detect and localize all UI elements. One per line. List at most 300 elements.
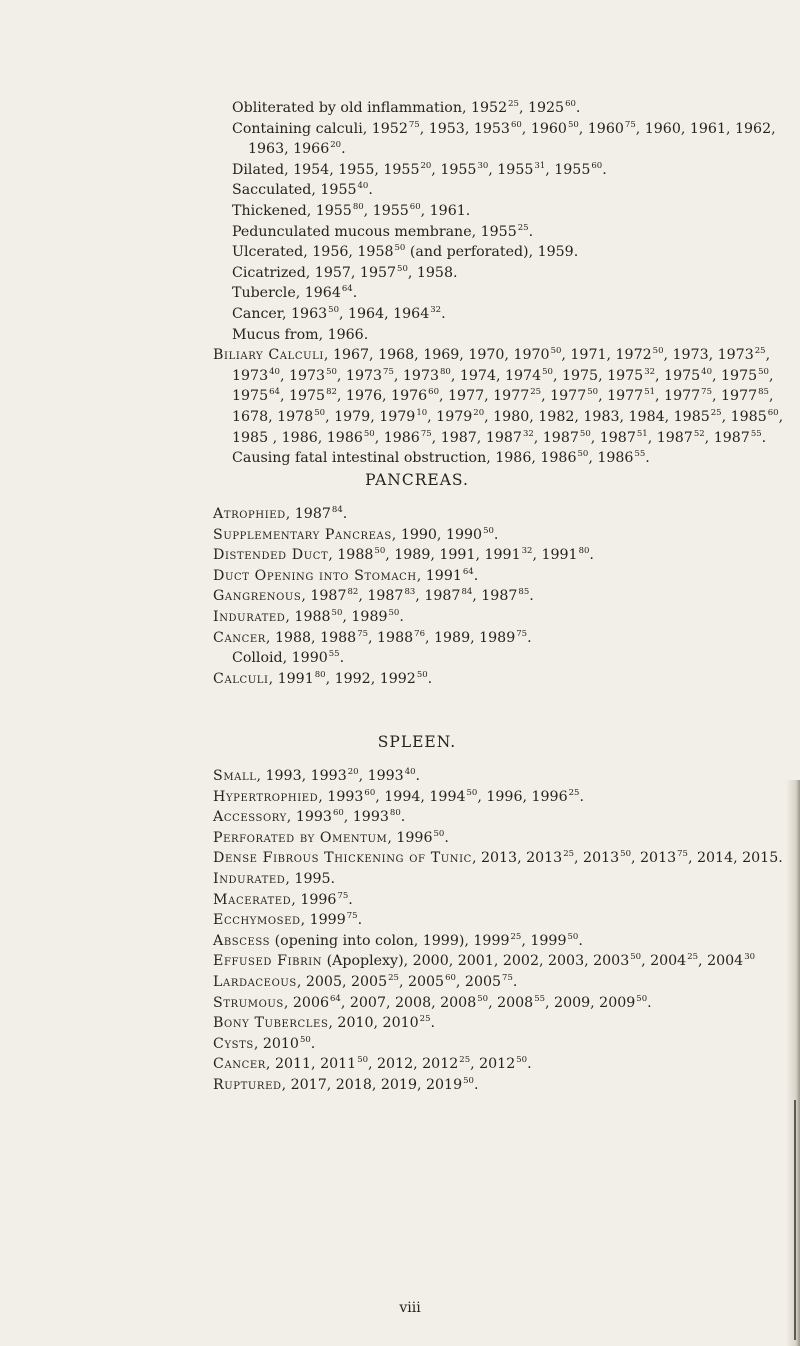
index-entry-line [0, 931, 800, 952]
entry-text: Cancer, 1963 [232, 305, 328, 322]
entry-text: (Apoplexy), 2000, 2001, 2002, 2003, 2003 [322, 953, 630, 970]
entry-text: , 2004 [698, 953, 744, 970]
index-entry-line [0, 160, 800, 181]
entry-text: , 2010 [253, 1035, 299, 1052]
entry-text: , 1996 [291, 891, 337, 908]
entry-text: , 1991 [416, 567, 462, 584]
superscript-reference: 31 [534, 160, 546, 171]
superscript-reference: 50 [394, 243, 406, 254]
superscript-reference: 32 [522, 428, 534, 439]
entry-text: . [357, 912, 363, 929]
entry-text: , 2013 [631, 850, 677, 867]
entry-text: , 1990, 1990 [391, 526, 483, 543]
entry-text: , [768, 367, 774, 384]
entry-text: 1973 [232, 367, 269, 384]
superscript-reference: 50 [433, 828, 445, 839]
entry-heading: Indurated [213, 608, 286, 625]
entry-text: Causing fatal intestinal obstruction, 1986, 1986 [232, 450, 577, 467]
index-entry-line [0, 180, 800, 201]
entry-text: , 1987 [472, 588, 518, 605]
spleen-list [0, 766, 800, 1096]
superscript-reference: 50 [550, 346, 562, 357]
entry-text: , 2017, 2018, 2019, 2019 [281, 1076, 463, 1093]
superscript-reference: 20 [420, 160, 432, 171]
entry-text: , 1977 [712, 388, 758, 405]
superscript-reference: 50 [326, 366, 337, 377]
entry-text: , 1977 [541, 388, 587, 405]
entry-text: . [400, 809, 406, 826]
superscript-reference: 20 [330, 140, 342, 151]
entry-text: , 1975 [279, 388, 326, 405]
index-entry-line [0, 1013, 800, 1034]
spleen-section [0, 732, 800, 753]
entry-text: Pedunculated mucous membrane, 1955 [232, 223, 517, 240]
entry-text: , 1985 [721, 408, 767, 425]
entry-heading: Bony Tubercles [213, 1015, 329, 1032]
entry-text: . [444, 829, 449, 846]
entry-heading: Accessory [213, 809, 287, 826]
index-entry-line [0, 325, 800, 346]
entry-text: . [589, 547, 594, 564]
entry-text: , 1993, 1993 [256, 768, 347, 784]
entry-text: , 1973 [336, 367, 383, 384]
entry-heading: Hypertrophied [213, 788, 319, 805]
entry-text: . [339, 650, 345, 667]
entry-text: , 1977 [655, 388, 701, 405]
entry-text: , 2008 [488, 994, 534, 1011]
superscript-reference: 60 [565, 99, 576, 109]
index-entry-line [0, 525, 800, 546]
index-entry-line [0, 345, 800, 366]
superscript-reference: 60 [332, 808, 344, 819]
entry-heading: Macerated [213, 891, 292, 908]
entry-text: , 2013, 2013 [471, 850, 563, 867]
entry-text: , 1987 [358, 588, 404, 605]
entry-text: 1985 , 1986, 1986 [232, 429, 363, 446]
superscript-reference: 50 [577, 449, 589, 460]
index-entry-line [0, 119, 800, 140]
entry-text: , 1960 [521, 120, 567, 137]
entry-heading: Indurated [213, 870, 286, 887]
entry-text: , 1993 [286, 809, 332, 826]
entry-heading: Ecchymosed [213, 912, 301, 929]
superscript-reference: 25 [419, 1014, 431, 1025]
entry-text: , 1967, 1968, 1969, 1970, 1970 [323, 347, 550, 364]
entry-text: , [768, 388, 774, 405]
entry-text: . [529, 588, 534, 605]
entry-text: . [493, 526, 499, 543]
entry-text: , 2004 [641, 953, 687, 970]
index-entry-line [0, 201, 800, 222]
superscript-reference: 25 [710, 407, 722, 418]
entry-text: , 1979 [427, 408, 473, 425]
entry-text: , 1987 [704, 429, 750, 446]
index-entry-line [0, 504, 800, 525]
entry-text: . [647, 994, 652, 1011]
entry-text: . [415, 768, 421, 784]
entry-text: , 1999 [521, 932, 567, 949]
entry-text: . [512, 973, 518, 990]
superscript-reference: 64 [462, 566, 474, 577]
superscript-reference: 50 [363, 428, 375, 439]
superscript-reference: 60 [591, 160, 603, 171]
entry-text: , 1955 [545, 161, 591, 178]
superscript-reference: 25 [508, 99, 519, 109]
superscript-reference: 50 [516, 1055, 528, 1066]
entry-text: , 1976, 1976 [336, 388, 428, 405]
superscript-reference: 50 [630, 952, 642, 963]
entry-text: , [765, 347, 771, 364]
superscript-reference: 50 [416, 669, 428, 680]
entry-text: Colloid, 1990 [232, 650, 328, 667]
entry-text: , 1925 [518, 100, 565, 116]
superscript-reference: 25 [459, 1055, 471, 1066]
entry-text: , 1989, 1989 [424, 629, 516, 646]
entry-text: , 1975, 1975 [552, 367, 644, 384]
entry-text: , 2006 [283, 994, 330, 1011]
entry-text: 1678, 1978 [232, 408, 314, 425]
entry-text: . [579, 788, 584, 805]
entry-text: , 1986 [374, 429, 420, 446]
entry-text: , 1989 [342, 608, 388, 625]
entry-text: , 1991 [532, 547, 578, 564]
index-entry-line [0, 98, 800, 119]
index-entry-line [0, 1054, 800, 1075]
page-edge-shadow [786, 780, 800, 1346]
superscript-reference: 55 [534, 993, 546, 1004]
entry-heading: Strumous [213, 994, 284, 1011]
superscript-reference: 32 [521, 546, 533, 557]
index-entry-line [0, 139, 800, 160]
entry-text: . [473, 567, 479, 584]
superscript-reference: 40 [269, 366, 280, 377]
entry-text: , 1992, 1992 [325, 670, 416, 687]
entry-text: Ulcerated, 1956, 1958 [232, 244, 394, 261]
superscript-reference: 75 [420, 428, 432, 439]
superscript-reference: 64 [341, 284, 353, 295]
superscript-reference: 50 [567, 119, 579, 130]
entry-text: . [310, 1035, 316, 1052]
index-entry-line [0, 283, 800, 304]
superscript-reference: 50 [636, 993, 648, 1004]
index-entry-line [0, 366, 800, 387]
entry-text: , 1996, 1996 [477, 788, 568, 805]
entry-heading: Calculi [213, 670, 269, 687]
entry-text: , 1960, 1961, 1962, [635, 120, 776, 137]
superscript-reference: 50 [331, 607, 343, 618]
entry-text: , 1988 [285, 608, 331, 625]
entry-text: . [399, 608, 404, 625]
entry-text: , 1973 [279, 367, 326, 384]
pancreas-list [0, 504, 800, 689]
entry-text: , 1987 [647, 429, 693, 446]
entry-text: , 2013 [574, 850, 620, 867]
entry-heading: Ruptured [213, 1076, 282, 1093]
entry-heading: Gangrenous [213, 588, 302, 605]
superscript-reference: 75 [502, 972, 513, 983]
superscript-reference: 60 [445, 972, 456, 983]
superscript-reference: 50 [758, 366, 769, 377]
entry-text: 1975 [232, 388, 269, 405]
entry-heading: Cysts [213, 1035, 254, 1052]
superscript-reference: 84 [461, 587, 473, 598]
superscript-reference: 80 [314, 669, 326, 680]
superscript-reference: 75 [357, 628, 369, 639]
entry-text: , 1975 [655, 367, 701, 384]
superscript-reference: 75 [383, 366, 394, 377]
superscript-reference: 50 [587, 387, 599, 398]
superscript-reference: 80 [440, 366, 451, 377]
index-entry-line [0, 242, 800, 263]
superscript-reference: 50 [463, 1075, 474, 1086]
superscript-reference: 80 [389, 808, 401, 819]
superscript-reference: 50 [542, 366, 553, 377]
entry-text: , 1987 [301, 588, 347, 605]
entry-text: , 2005, 2005 [296, 973, 388, 990]
entry-text: , 1958. [407, 264, 458, 281]
entry-text: . [527, 629, 532, 646]
superscript-reference: 60 [364, 787, 376, 798]
superscript-reference: 50 [357, 1055, 369, 1066]
superscript-reference: 50 [620, 849, 631, 860]
index-entry-line [0, 848, 800, 869]
entry-text: . [575, 100, 581, 116]
entry-heading: Supplementary Pancreas [213, 526, 392, 543]
entry-text: . [348, 891, 353, 908]
entry-text: , 1987, 1987 [431, 429, 522, 446]
superscript-reference: 51 [644, 387, 656, 398]
index-entry-line [0, 972, 800, 993]
index-entry-line [0, 910, 800, 931]
superscript-reference: 50 [299, 1034, 311, 1045]
superscript-reference: 55 [750, 428, 762, 439]
index-entry-line [0, 951, 800, 972]
superscript-reference: 75 [346, 911, 358, 922]
superscript-reference: 50 [652, 346, 664, 357]
entry-text: , 1964, 1964 [338, 305, 430, 322]
index-entry-line [0, 1034, 800, 1055]
superscript-reference: 85 [758, 387, 769, 398]
superscript-reference: 60 [510, 119, 522, 130]
entry-text: , 1955 [363, 202, 409, 219]
index-entry-line [0, 263, 800, 284]
superscript-reference: 60 [428, 387, 439, 398]
entry-text: Tubercle, 1964 [232, 285, 341, 302]
entry-heading: Lardaceous [213, 973, 297, 990]
index-entry-line [0, 222, 800, 243]
entry-text: , 1987 [285, 506, 331, 522]
entry-text: , 2011, 2011 [265, 1056, 357, 1073]
page-edge-line [794, 1100, 796, 1340]
entry-text: 1963, 1966 [248, 141, 330, 158]
superscript-reference: 85 [518, 587, 530, 598]
index-entry-line [0, 807, 800, 828]
entry-heading: Cancer [213, 1056, 266, 1073]
superscript-reference: 40 [404, 767, 416, 777]
entry-text: , 1996 [387, 829, 433, 846]
index-entry-line [0, 648, 800, 669]
superscript-reference: 60 [767, 407, 779, 418]
superscript-reference: 64 [269, 387, 280, 398]
index-entry-line [0, 993, 800, 1014]
entry-text: . [342, 506, 348, 522]
entry-text: Dilated, 1954, 1955, 1955 [232, 161, 420, 178]
superscript-reference: 40 [357, 181, 369, 192]
entry-text: Thickened, 1955 [232, 202, 352, 219]
superscript-reference: 84 [331, 505, 343, 515]
entry-text: , 2010, 2010 [328, 1015, 419, 1032]
index-entry-line [0, 669, 800, 690]
entry-heading: Effused Fibrin [213, 953, 323, 970]
entry-text: Obliterated by old inflammation, 1952 [232, 100, 508, 116]
entry-text: (opening into colon, 1999), 1999 [270, 932, 510, 949]
superscript-reference: 50 [388, 607, 400, 618]
superscript-reference: 50 [397, 263, 408, 274]
superscript-reference: 30 [477, 160, 489, 171]
superscript-reference: 25 [530, 387, 542, 398]
entry-text: , 1995. [285, 870, 336, 887]
entry-text: , 1971, 1972 [561, 347, 652, 364]
index-entry-line [0, 386, 800, 407]
index-entry-line [0, 828, 800, 849]
superscript-reference: 60 [409, 201, 421, 212]
superscript-reference: 55 [634, 449, 646, 460]
index-entry-line [0, 628, 800, 649]
page-number: viii [399, 1300, 421, 1316]
entry-heading: Perforated by Omentum [213, 829, 388, 846]
superscript-reference: 64 [330, 993, 341, 1004]
entry-text: , 1993 [358, 768, 404, 784]
superscript-reference: 75 [408, 119, 420, 130]
entry-text: , 1988 [368, 629, 414, 646]
entry-text: , 1973 [393, 367, 440, 384]
entry-text: , 1987 [590, 429, 636, 446]
superscript-reference: 50 [579, 428, 591, 439]
superscript-reference: 75 [624, 119, 636, 130]
superscript-reference: 25 [517, 222, 529, 233]
entry-text: . [341, 141, 346, 158]
entry-text: . [427, 670, 433, 687]
index-entry-line [0, 566, 800, 587]
entry-text: . [527, 1056, 532, 1073]
superscript-reference: 25 [563, 849, 575, 860]
entry-text: Mucus from, 1966. [232, 326, 369, 343]
entry-heading: Dense Fibrous Thickening of Tunic [213, 850, 472, 867]
index-entry-line [0, 407, 800, 428]
entry-text: . [761, 429, 767, 446]
superscript-reference: 50 [477, 993, 489, 1004]
entry-text: , 2012, 2012 [368, 1056, 459, 1073]
superscript-reference: 50 [328, 304, 339, 315]
entry-text: , 1955 [488, 161, 534, 178]
index-entry-line [0, 428, 800, 449]
entry-text: Sacculated, 1955 [232, 182, 357, 199]
index-entry-line [0, 448, 800, 469]
superscript-reference: 52 [693, 428, 705, 439]
entry-text: , 2012 [470, 1056, 516, 1073]
entry-text: Containing calculi, 1952 [232, 120, 408, 137]
superscript-reference: 50 [374, 546, 386, 557]
entry-text: (and perforated), 1959. [405, 244, 579, 261]
entry-text: Cicatrized, 1957, 1957 [232, 264, 397, 281]
pancreas-section [0, 470, 800, 491]
index-entry-line [0, 1075, 800, 1096]
superscript-reference: 30 [744, 952, 756, 963]
entry-text: , 2009, 2009 [545, 994, 636, 1011]
entry-text: , 1991 [268, 670, 314, 687]
superscript-reference: 82 [326, 387, 337, 398]
entry-heading: Small [213, 768, 257, 784]
entry-text: , 1987 [415, 588, 461, 605]
entry-text: , 1993 [318, 788, 364, 805]
entry-text: . [528, 223, 534, 240]
index-entry-line [0, 890, 800, 911]
entry-text: , 1986 [588, 450, 634, 467]
entry-text: . [645, 450, 650, 467]
superscript-reference: 50 [567, 931, 579, 942]
entry-text: , 2007, 2008, 2008 [340, 994, 477, 1011]
superscript-reference: 50 [314, 407, 326, 418]
entry-heading: Abscess [213, 932, 271, 949]
entry-text: , 1953, 1953 [419, 120, 510, 137]
superscript-reference: 20 [473, 407, 485, 418]
entry-text: , 1988, 1988 [265, 629, 357, 646]
superscript-reference: 75 [337, 890, 349, 901]
entry-text: . [430, 1015, 436, 1032]
entry-text: . [578, 932, 583, 949]
index-entry-line [0, 869, 800, 890]
superscript-reference: 50 [483, 525, 494, 536]
superscript-reference: 83 [404, 587, 416, 598]
superscript-reference: 75 [701, 387, 712, 398]
entry-text: , 1988 [328, 547, 374, 564]
superscript-reference: 51 [636, 428, 648, 439]
entry-heading: Duct Opening into Stomach [213, 567, 417, 584]
entry-text: , 1977, 1977 [439, 388, 530, 405]
index-entry-line [0, 545, 800, 566]
superscript-reference: 25 [687, 952, 699, 963]
entry-text: . [368, 182, 373, 199]
entry-text: , 1999 [300, 912, 346, 929]
superscript-reference: 25 [754, 346, 766, 357]
superscript-reference: 25 [568, 787, 580, 798]
entry-text: , 1980, 1982, 1983, 1984, 1985 [484, 408, 710, 425]
entry-text: , 1994, 1994 [375, 788, 466, 805]
superscript-reference: 80 [578, 546, 590, 557]
superscript-reference: 40 [701, 366, 712, 377]
entry-text: . [441, 305, 446, 322]
superscript-reference: 25 [510, 931, 522, 942]
superscript-reference: 25 [388, 972, 399, 983]
gallbladder-section [0, 98, 800, 469]
entry-text: , 1955 [431, 161, 477, 178]
entry-text: , 1987 [533, 429, 579, 446]
superscript-reference: 82 [347, 587, 359, 598]
entry-text: , 1974, 1974 [450, 367, 542, 384]
entry-text: , 1993 [343, 809, 389, 826]
index-entry-line [0, 607, 800, 628]
spleen-heading: SPLEEN. [377, 733, 457, 751]
superscript-reference: 20 [347, 767, 359, 777]
entry-heading: Biliary Calculi [213, 347, 324, 364]
index-entry-line [0, 304, 800, 325]
superscript-reference: 32 [430, 304, 442, 315]
entry-text: , [778, 408, 784, 425]
entry-text: , 1977 [598, 388, 644, 405]
index-entry-line [0, 787, 800, 808]
entry-text: . [473, 1076, 479, 1093]
entry-text: , 1961. [420, 202, 471, 219]
